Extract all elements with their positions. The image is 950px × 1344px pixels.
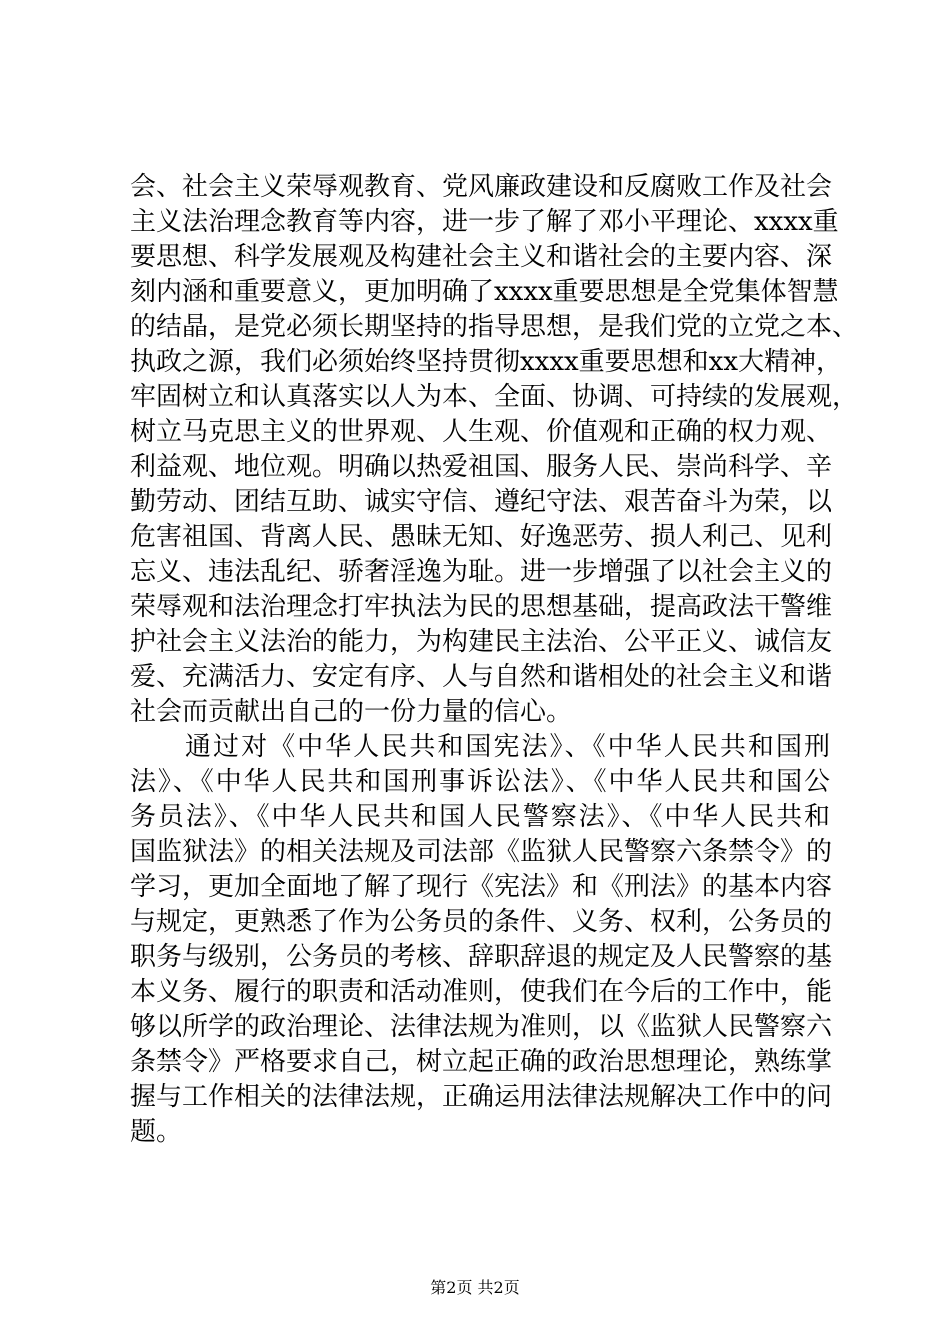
text-line: 的结晶，是党必须长期坚持的指导思想，是我们党的立党之本、: [130, 312, 859, 342]
text-line: 够以所学的政治理论、法律法规为准则，以《监狱人民警察六: [130, 1012, 833, 1042]
text-line: 务员法》、《中华人民共和国人民警察法》、《中华人民共和: [130, 802, 830, 832]
text-line: 护社会主义法治的能力，为构建民主法治、公平正义、诚信友: [130, 627, 833, 657]
text-line: 勤劳动、团结互助、诚实守信、遵纪守法、艰苦奋斗为荣，以: [130, 487, 833, 517]
text-line: 法》、《中华人民共和国刑事诉讼法》、《中华人民共和国公: [130, 767, 830, 797]
text-line: 树立马克思主义的世界观、人生观、价值观和正确的权力观、: [130, 417, 833, 447]
text-line: 爱、充满活力、安定有序、人与自然和谐相处的社会主义和谐: [130, 662, 833, 692]
text-line: 国监狱法》的相关法规及司法部《监狱人民警察六条禁令》的: [130, 837, 833, 867]
text-line: 社会而贡献出自己的一份力量的信心。: [130, 697, 573, 727]
paragraph-1: [130, 170, 859, 730]
text-line: 学习，更加全面地了解了现行《宪法》和《刑法》的基本内容: [130, 872, 833, 902]
text-line: 条禁令》严格要求自己，树立起正确的政治思想理论，熟练掌: [130, 1047, 833, 1077]
text-line: 利益观、地位观。明确以热爱祖国、服务人民、崇尚科学、辛: [130, 452, 833, 482]
text-line: 主义法治理念教育等内容，进一步了解了邓小平理论、xxxx重: [130, 207, 839, 237]
text-line: 本义务、履行的职责和活动准则，使我们在今后的工作中，能: [130, 977, 833, 1007]
page-number-footer: 第2页 共2页: [430, 1278, 520, 1297]
text-line: 危害祖国、背离人民、愚昧无知、好逸恶劳、损人利己、见利: [130, 522, 833, 552]
text-line: 刻内涵和重要意义，更加明确了xxxx重要思想是全党集体智慧: [130, 277, 839, 307]
text-line: 通过对《中华人民共和国宪法》、《中华人民共和国刑: [185, 732, 830, 762]
text-line: 牢固树立和认真落实以人为本、全面、协调、可持续的发展观，: [130, 382, 859, 412]
text-line: 会、社会主义荣辱观教育、党风廉政建设和反腐败工作及社会: [130, 172, 833, 202]
text-line: 与规定，更熟悉了作为公务员的条件、义务、权利，公务员的: [130, 907, 833, 937]
text-line: 职务与级别，公务员的考核、辞职辞退的规定及人民警察的基: [130, 942, 833, 972]
text-line: 荣辱观和法治理念打牢执法为民的思想基础，提高政法干警维: [130, 592, 833, 622]
text-line: 执政之源，我们必须始终坚持贯彻xxxx重要思想和xx大精神，: [130, 347, 842, 377]
text-line: 题。: [130, 1117, 183, 1147]
text-line: 要思想、科学发展观及构建社会主义和谐社会的主要内容、深: [130, 242, 833, 272]
paragraph-2: [130, 730, 833, 1150]
text-line: 忘义、违法乱纪、骄奢淫逸为耻。进一步增强了以社会主义的: [130, 557, 833, 587]
text-line: 握与工作相关的法律法规，正确运用法律法规解决工作中的问: [130, 1082, 833, 1112]
body-text: [130, 170, 859, 1150]
